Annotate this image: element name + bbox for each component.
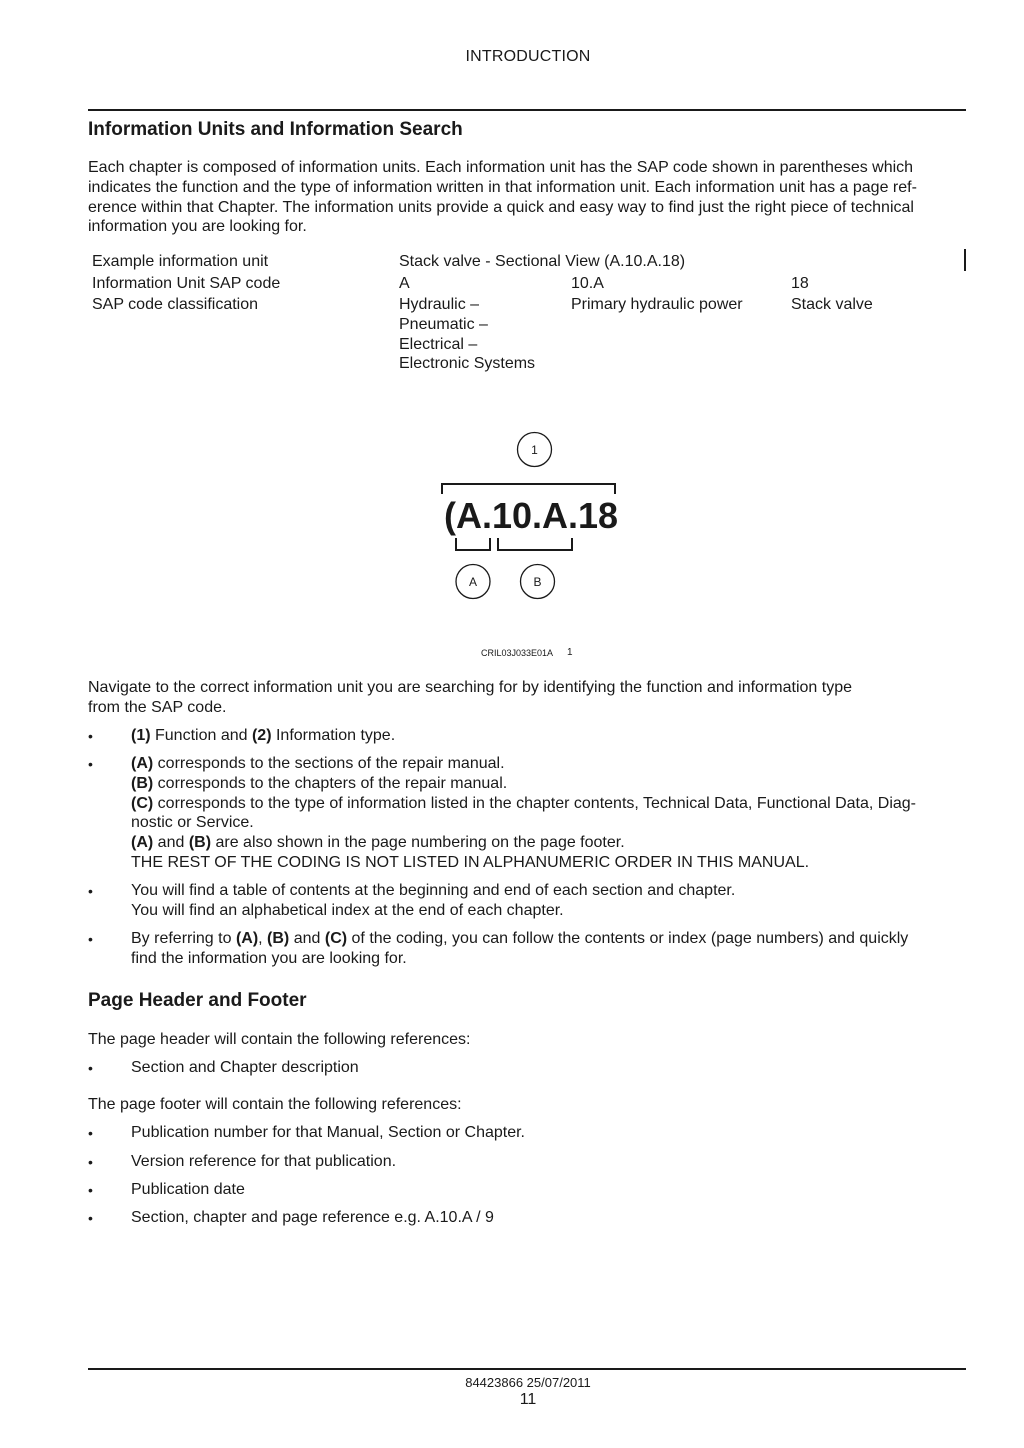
text-run: , bbox=[258, 930, 268, 947]
bullet-mark: • bbox=[88, 1060, 93, 1076]
system-line: Electrical – bbox=[399, 335, 478, 353]
text-run: corresponds to the chapters of the repair manual. bbox=[153, 774, 508, 792]
sap-code-text: (A.10.A.18 bbox=[444, 495, 619, 536]
bullet-item-contents bbox=[131, 881, 967, 921]
footer-intro: The page footer will contain the following references: bbox=[88, 1096, 462, 1113]
bold-ref: (1) bbox=[131, 727, 151, 744]
table-value-example: Stack valve - Sectional View (A.10.A.18) bbox=[399, 253, 686, 270]
bullet-mark: • bbox=[88, 883, 93, 899]
bullet-mark: • bbox=[88, 1210, 93, 1226]
coding-line: nostic or Service. bbox=[131, 814, 254, 832]
intro-paragraph bbox=[88, 158, 966, 237]
table-cell-chapter-name: Primary hydraulic power bbox=[571, 296, 743, 313]
bullet-mark: • bbox=[88, 756, 93, 772]
bold-ref: (C) bbox=[324, 930, 348, 947]
intro-line: information you are looking for. bbox=[88, 218, 307, 236]
table-label-classification: SAP code classification bbox=[92, 296, 259, 313]
bullet-mark: • bbox=[88, 1182, 93, 1198]
bullet-mark: • bbox=[88, 1125, 93, 1141]
header-rule bbox=[88, 109, 966, 111]
coding-line bbox=[131, 754, 967, 774]
bracket-a bbox=[456, 538, 490, 550]
system-line: Electronic Systems bbox=[399, 355, 536, 373]
top-bracket bbox=[442, 484, 615, 494]
bullet-item-function bbox=[131, 726, 967, 746]
bold-ref: (A) bbox=[131, 834, 154, 852]
bullet-mark: • bbox=[88, 931, 93, 947]
bold-ref: (B) bbox=[188, 834, 212, 852]
bullet-item-referring bbox=[131, 929, 967, 969]
navigate-line: Navigate to the correct information unit you are searching for by identifying the function and information type bbox=[88, 679, 852, 696]
bold-ref: (A) bbox=[131, 755, 154, 772]
bullet-mark: • bbox=[88, 728, 93, 744]
table-label-example: Example information unit bbox=[92, 253, 269, 270]
callout-label-b: B bbox=[533, 575, 542, 589]
sap-code-figure bbox=[400, 420, 660, 610]
navigate-paragraph bbox=[88, 678, 966, 718]
footer-item: Publication date bbox=[131, 1181, 245, 1198]
system-line: Pneumatic – bbox=[399, 315, 488, 333]
table-cell-unit-name: Stack valve bbox=[791, 296, 873, 313]
header-item: Section and Chapter description bbox=[131, 1059, 359, 1076]
footer-rule bbox=[88, 1368, 966, 1370]
bold-ref: (2) bbox=[251, 727, 272, 744]
navigate-line: from the SAP code. bbox=[88, 698, 227, 716]
footer-item: Section, chapter and page reference e.g. A.10.A / 9 bbox=[131, 1209, 494, 1226]
text-run: Function and bbox=[150, 727, 252, 744]
contents-line: You will find an alphabetical index at the end of each chapter. bbox=[131, 901, 564, 919]
intro-line: indicates the function and the type of information written in that information unit. Each information unit has a page ref- bbox=[88, 178, 917, 196]
footer-item: Version reference for that publication. bbox=[131, 1153, 397, 1170]
coding-line bbox=[131, 774, 967, 794]
text-run: By referring to bbox=[131, 930, 236, 947]
text-run: corresponds to the type of information listed in the chapter contents, Technical Data, Functional Data, Diag- bbox=[153, 794, 917, 812]
figure-caption-id: CRIL03J033E01A bbox=[481, 648, 554, 658]
bullet-mark: • bbox=[88, 1154, 93, 1170]
section-heading-information-units: Information Units and Information Search bbox=[88, 119, 463, 140]
intro-line: erence within that Chapter. The information units provide a quick and easy way to find just the right piece of technical bbox=[88, 198, 914, 216]
coding-line bbox=[131, 794, 967, 814]
callout-label-1: 1 bbox=[531, 443, 538, 457]
text-run: corresponds to the sections of the repair manual. bbox=[153, 755, 505, 772]
section-heading-header-footer: Page Header and Footer bbox=[88, 990, 307, 1011]
bracket-b bbox=[498, 538, 572, 550]
referring-line: find the information you are looking for. bbox=[131, 949, 407, 967]
header-intro: The page header will contain the following references: bbox=[88, 1031, 471, 1048]
text-run: and bbox=[289, 930, 325, 947]
change-bar bbox=[964, 249, 966, 271]
intro-line: Each chapter is composed of information units. Each information unit has the SAP code shown in parentheses which bbox=[88, 159, 914, 176]
footer-page-number: 11 bbox=[519, 1391, 537, 1408]
table-cell-chapter-code: 10.A bbox=[571, 275, 604, 292]
system-line: Hydraulic – bbox=[399, 296, 480, 313]
text-run: and bbox=[153, 834, 189, 852]
coding-line: THE REST OF THE CODING IS NOT LISTED IN ALPHANUMERIC ORDER IN THIS MANUAL. bbox=[131, 853, 810, 871]
text-run: of the coding, you can follow the contents or index (page numbers) and quickly bbox=[347, 930, 909, 947]
table-cell-section-code: A bbox=[399, 275, 410, 292]
bold-ref: (A) bbox=[235, 930, 259, 947]
text-run: are also shown in the page numbering on the page footer. bbox=[211, 834, 625, 852]
figure-caption-number: 1 bbox=[567, 647, 573, 658]
contents-line: You will find a table of contents at the beginning and end of each section and chapter. bbox=[131, 882, 736, 899]
referring-line bbox=[131, 929, 967, 949]
coding-line bbox=[131, 833, 967, 853]
bold-ref: (B) bbox=[131, 774, 154, 792]
table-label-sap-code: Information Unit SAP code bbox=[92, 275, 281, 292]
footer-item: Publication number for that Manual, Section or Chapter. bbox=[131, 1124, 525, 1141]
callout-label-a: A bbox=[468, 575, 478, 589]
table-cell-unit-code: 18 bbox=[791, 275, 809, 292]
text-run: Information type. bbox=[271, 727, 396, 744]
table-cell-system-list bbox=[399, 295, 535, 374]
page-header-title: INTRODUCTION bbox=[465, 48, 591, 65]
bold-ref: (B) bbox=[267, 930, 290, 947]
footer-publication: 84423866 25/07/2011 bbox=[465, 1375, 591, 1390]
bold-ref: (C) bbox=[131, 794, 154, 812]
bullet-item-coding bbox=[131, 754, 967, 873]
